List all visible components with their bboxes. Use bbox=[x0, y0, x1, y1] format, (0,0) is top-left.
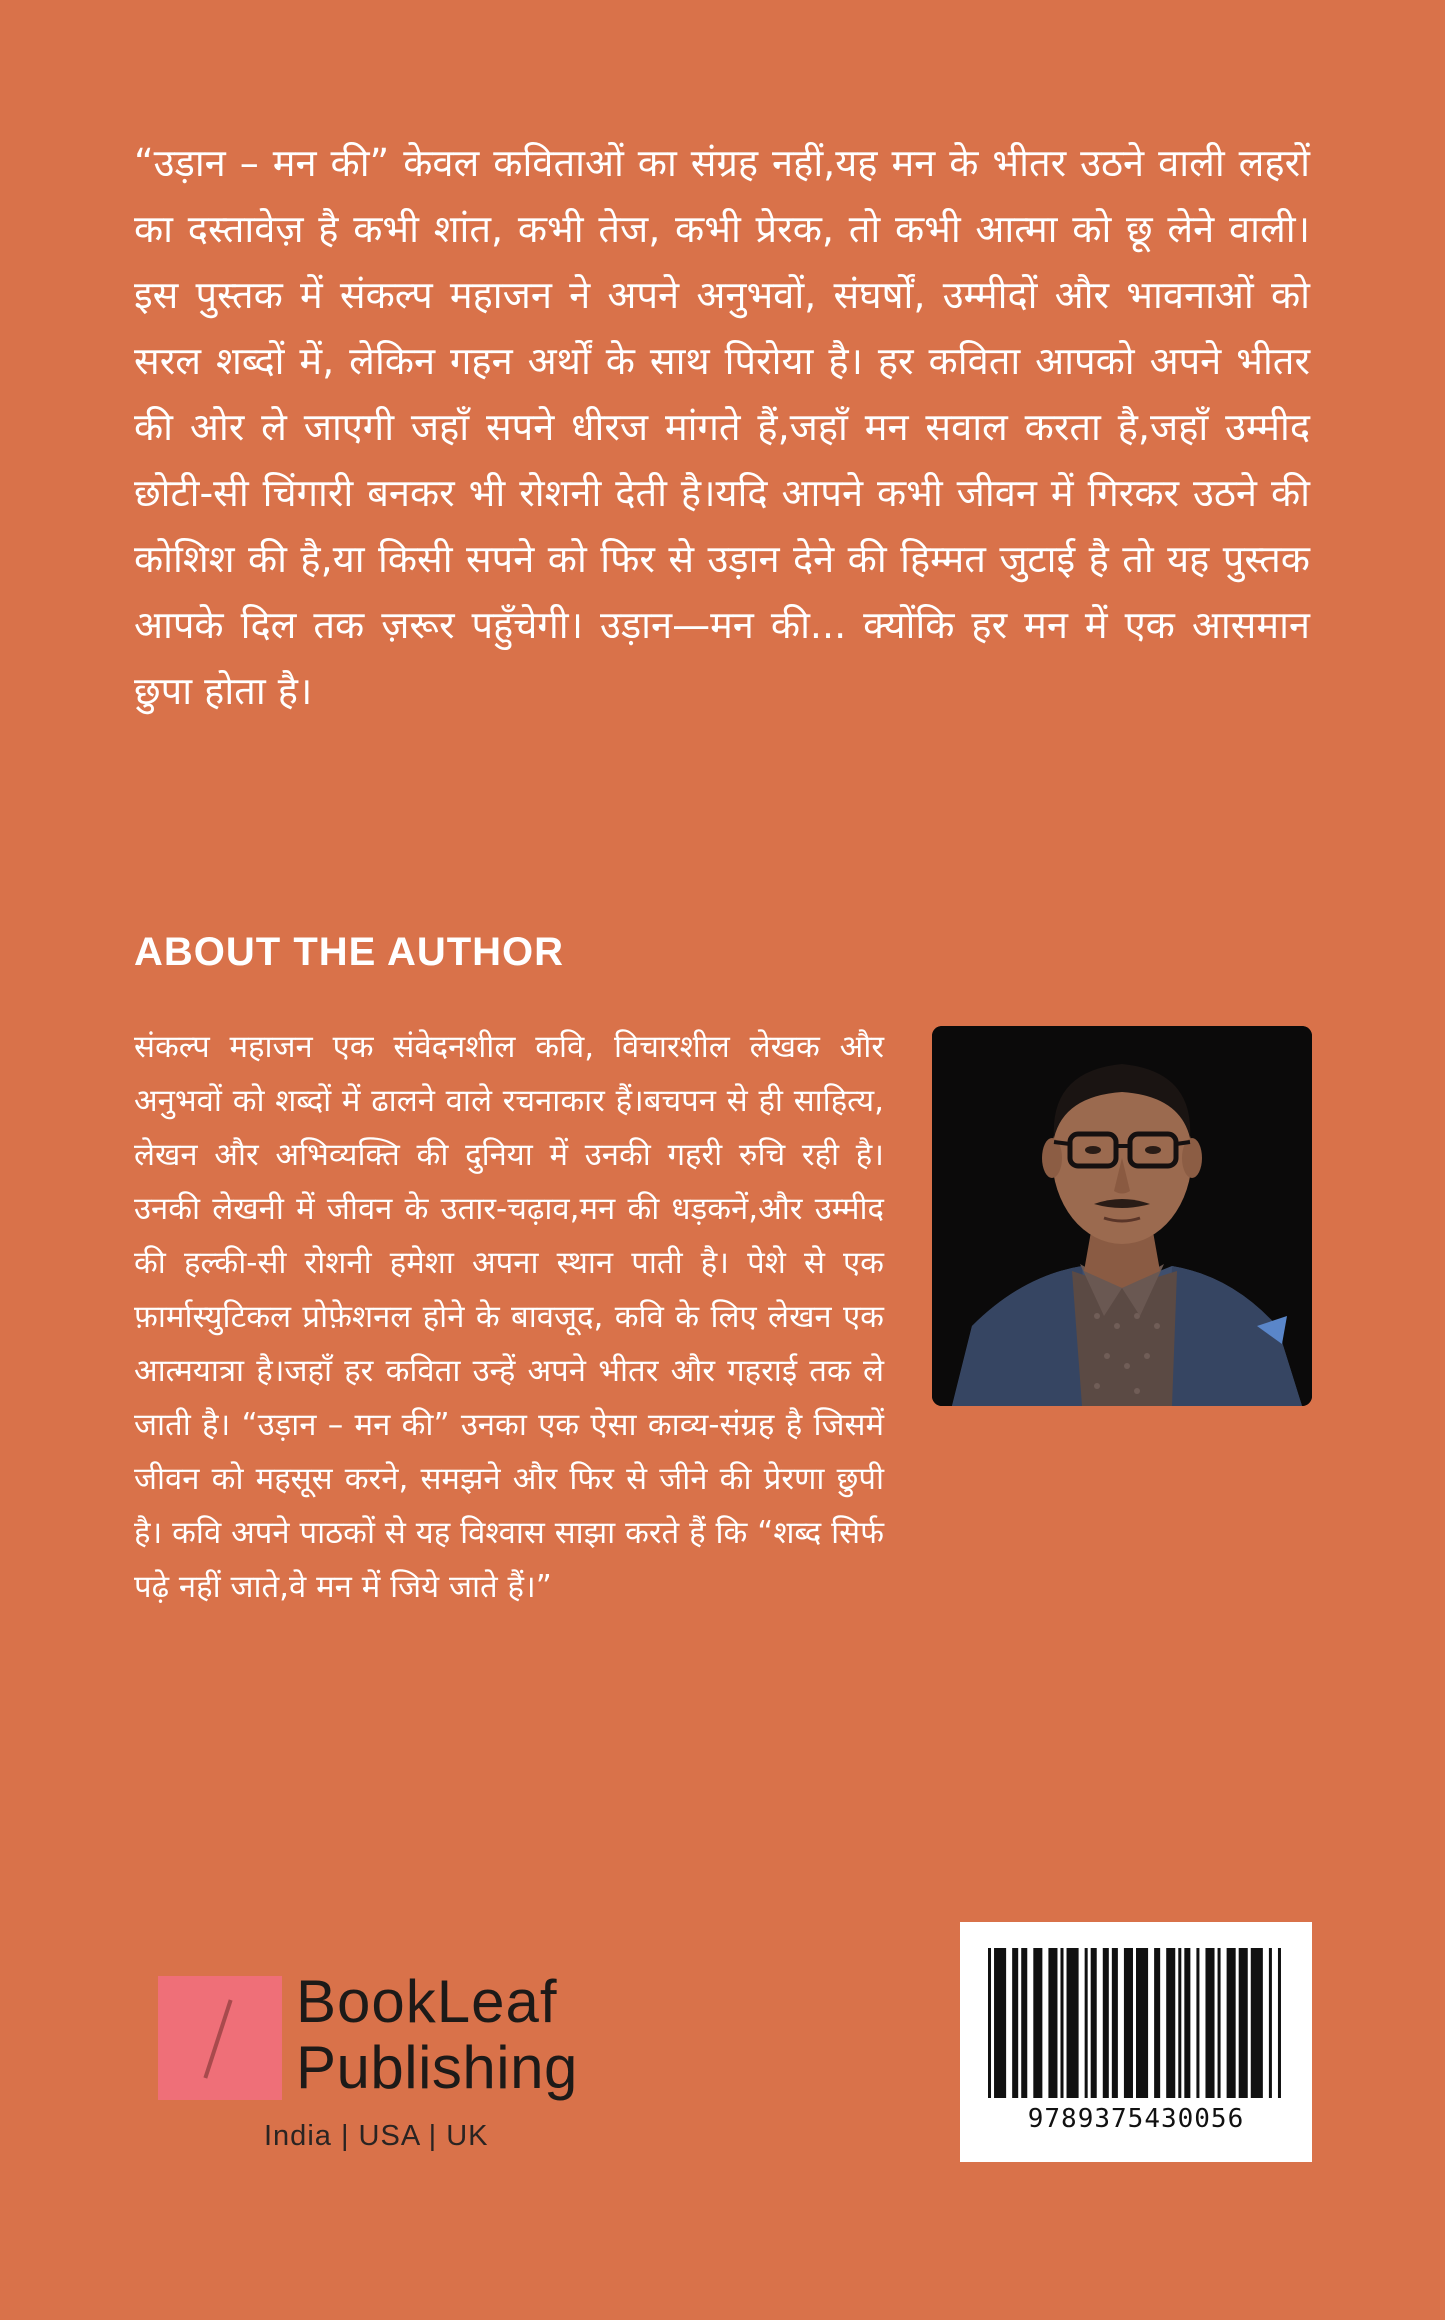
back-cover-blurb: “उड़ान – मन की” केवल कविताओं का संग्रह नहीं,यह मन के भीतर उठने वाली लहरों का दस्तावेज़ है कभी शांत, कभी तेज, कभी प्रेरक, तो कभी आत्मा को छू लेने वाली।इस पुस्तक में संकल्प महाजन ने अपने अनुभवों, संघर्षों, उम्मीदों और भावनाओं को सरल शब्दों में, लेकिन गहन अर्थों के साथ पिरोया है। हर कविता आपको अपने भीतर की ओर ले जाएगी जहाँ सपने धीरज मांगते हैं,जहाँ मन सवाल करता है,जहाँ उम्मीद छोटी-सी चिंगारी बनकर भी रोशनी देती है।यदि आपने कभी जीवन में गिरकर उठने की कोशिश की है,या किसी सपने को फिर से उड़ान देने की हिम्मत जुटाई है तो यह पुस्तक आपके दिल तक ज़रूर पहुँचेगी। उड़ान—मन की... क्योंकि हर मन में एक आसमान छुपा होता है। bbox=[134, 141, 1310, 713]
about-author-heading: ABOUT THE AUTHOR bbox=[134, 930, 565, 974]
barcode-bar bbox=[1048, 1948, 1057, 2098]
barcode-bars bbox=[988, 1948, 1284, 2098]
barcode-bar bbox=[1227, 1948, 1236, 2098]
barcode-bar bbox=[1124, 1948, 1133, 2098]
barcode-bar bbox=[1112, 1948, 1118, 2098]
isbn-barcode bbox=[960, 1922, 1312, 2162]
author-photo bbox=[932, 1026, 1312, 1406]
barcode-bar bbox=[1033, 1948, 1042, 2098]
barcode-bar bbox=[1136, 1948, 1148, 2098]
barcode-bar bbox=[1012, 1948, 1018, 2098]
publisher-logo bbox=[158, 1970, 618, 2170]
barcode-bar bbox=[1278, 1948, 1281, 2098]
barcode-bar bbox=[994, 1948, 1006, 2098]
leaf-mark-icon bbox=[158, 1976, 282, 2100]
barcode-bar bbox=[1269, 1948, 1272, 2098]
barcode-bar bbox=[1060, 1948, 1063, 2098]
barcode-bar bbox=[1218, 1948, 1221, 2098]
barcode-bar bbox=[1205, 1948, 1214, 2098]
isbn-number: 9789375430056 bbox=[1027, 2104, 1245, 2134]
barcode-bar bbox=[1178, 1948, 1181, 2098]
barcode-bar bbox=[1184, 1948, 1190, 2098]
barcode-bar bbox=[1021, 1948, 1027, 2098]
publisher-name-line1: BookLeaf bbox=[296, 1968, 558, 2035]
barcode-bar bbox=[1154, 1948, 1160, 2098]
author-bio: संकल्प महाजन एक संवेदनशील कवि, विचारशील लेखक और अनुभवों को शब्दों में ढालने वाले रचनाकार हैं।बचपन से ही साहित्य, लेखन और अभिव्यक्ति की दुनिया में उनकी गहरी रुचि रही है। उनकी लेखनी में जीवन के उतार-चढ़ाव,मन की धड़कनें,और उम्मीद की हल्की-सी रोशनी हमेशा अपना स्थान पाती है। पेशे से एक फ़ार्मास्युटिकल प्रोफ़ेशनल होने के बावजूद, कवि के लिए लेखन एक आत्मयात्रा है।जहाँ हर कविता उन्हें अपने भीतर और गहराई तक ले जाती है। “उड़ान – मन की” उनका एक ऐसा काव्य-संग्रह है जिसमें जीवन को महसूस करने, समझने और फिर से जीने की प्रेरणा छुपी है। कवि अपने पाठकों से यह विश्वास साझा करते हैं कि “शब्द सिर्फ पढ़े नहीं जाते,वे मन में जिये जाते हैं।” bbox=[134, 1029, 884, 1605]
barcode-bar bbox=[1103, 1948, 1109, 2098]
publisher-regions: India | USA | UK bbox=[264, 2120, 489, 2152]
barcode-bar bbox=[988, 1948, 991, 2098]
barcode-bar bbox=[1196, 1948, 1199, 2098]
barcode-bar bbox=[1091, 1948, 1097, 2098]
publisher-name-line2: Publishing bbox=[296, 2034, 578, 2101]
barcode-bar bbox=[1085, 1948, 1088, 2098]
barcode-bar bbox=[1251, 1948, 1263, 2098]
barcode-bar bbox=[1067, 1948, 1079, 2098]
barcode-bar bbox=[1166, 1948, 1175, 2098]
barcode-bar bbox=[1239, 1948, 1248, 2098]
